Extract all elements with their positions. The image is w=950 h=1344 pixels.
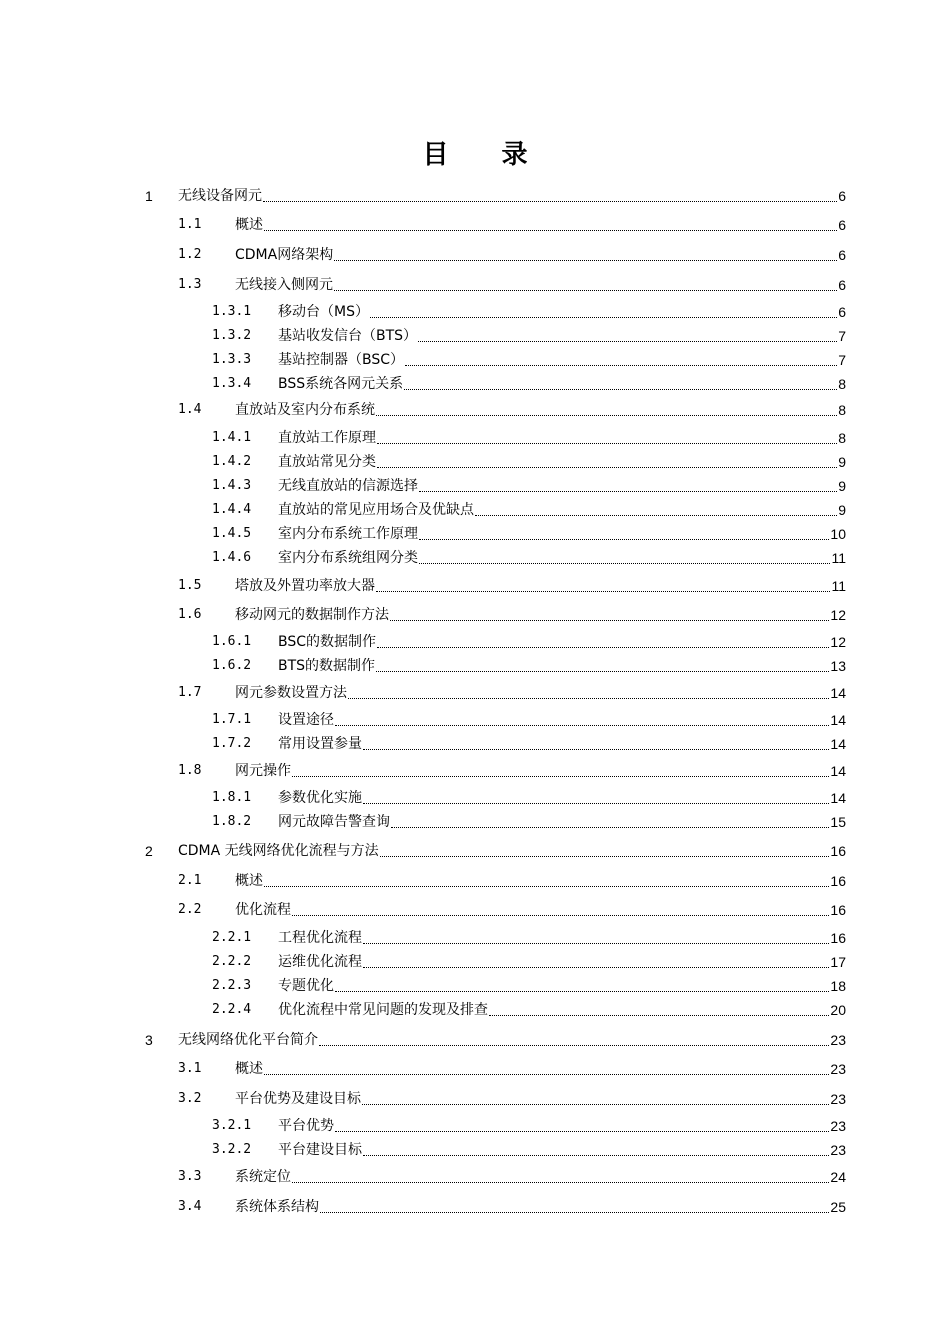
dot-leader: [419, 477, 837, 492]
dot-leader: [370, 303, 837, 318]
toc-entry-number: 1.8.1: [212, 790, 252, 805]
toc-entry-page: 14: [830, 685, 846, 701]
dot-leader: [419, 525, 829, 540]
dot-leader: [377, 633, 829, 648]
toc-entry[interactable]: [0, 976, 950, 996]
dot-leader: [376, 657, 829, 672]
dot-leader: [418, 327, 837, 342]
toc-entry[interactable]: [0, 500, 950, 520]
toc-entry-number: 2.2.2: [212, 954, 252, 969]
toc-entry-page: 23: [830, 1032, 846, 1048]
toc-entry[interactable]: [0, 632, 950, 652]
toc-entry-page: 16: [830, 902, 846, 918]
toc-entry[interactable]: [0, 952, 950, 972]
toc-entry-label: 基站控制器（BSC）: [278, 352, 405, 368]
toc-entry-page: 14: [830, 712, 846, 728]
toc-entry-label: 概述: [235, 1061, 263, 1077]
toc-entry-label: 优化流程中常见问题的发现及排查: [278, 1002, 488, 1018]
toc-entry-page: 24: [830, 1169, 846, 1185]
toc-entry-page: 25: [830, 1199, 846, 1215]
toc-entry-page: 8: [838, 402, 846, 418]
toc-entry[interactable]: [0, 928, 950, 948]
toc-entry-number: 1.6: [178, 607, 202, 622]
toc-entry-page: 20: [830, 1002, 846, 1018]
toc-entry-label: 无线网络优化平台简介: [178, 1032, 318, 1048]
toc-entry-page: 10: [830, 526, 846, 542]
toc-entry-number: 1.4.6: [212, 550, 252, 565]
toc-entry[interactable]: [0, 900, 950, 920]
toc-entry-label: 运维优化流程: [278, 954, 362, 970]
toc-entry[interactable]: [0, 1000, 950, 1020]
toc-entry-page: 13: [830, 658, 846, 674]
toc-entry-number: 1.8: [178, 763, 202, 778]
toc-entry-label: CDMA 无线网络优化流程与方法: [178, 843, 379, 859]
toc-entry-number: 1.1: [178, 217, 202, 232]
toc-entry-page: 14: [830, 763, 846, 779]
toc-entry-number: 1.4.1: [212, 430, 252, 445]
dot-leader: [334, 276, 837, 291]
toc-entry-page: 14: [830, 736, 846, 752]
toc-entry-page: 15: [830, 814, 846, 830]
dot-leader: [404, 375, 837, 390]
toc-entry-label: 直放站工作原理: [278, 430, 376, 446]
dot-leader: [363, 953, 829, 968]
toc-entry-page: 7: [838, 328, 846, 344]
toc-entry-number: 3.2.1: [212, 1118, 252, 1133]
dot-leader: [376, 401, 837, 416]
dot-leader: [362, 1090, 829, 1105]
toc-entry-page: 16: [830, 873, 846, 889]
toc-entry[interactable]: [0, 656, 950, 676]
toc-entry[interactable]: [0, 476, 950, 496]
toc-title: 目 录: [422, 140, 550, 170]
toc-entry-page: 12: [830, 634, 846, 650]
toc-entry-number: 1.3.4: [212, 376, 252, 391]
toc-entry-number: 2.1: [178, 873, 202, 888]
toc-entry-label: 参数优化实施: [278, 790, 362, 806]
toc-entry-number: 1.6.1: [212, 634, 252, 649]
dot-leader: [377, 453, 837, 468]
dot-leader: [363, 929, 829, 944]
toc-entry-number: 3.2.2: [212, 1142, 252, 1157]
dot-leader: [335, 977, 829, 992]
toc-entry-number: 1.4.5: [212, 526, 252, 541]
toc-entry-page: 6: [838, 277, 846, 293]
toc-entry-number: 1: [145, 188, 153, 204]
toc-entry-label: 概述: [235, 873, 263, 889]
toc-entry-label: 无线设备网元: [178, 188, 262, 204]
toc-entry-page: 8: [838, 430, 846, 446]
toc-entry-page: 6: [838, 217, 846, 233]
toc-entry[interactable]: [0, 326, 950, 346]
toc-entry-number: 1.4.3: [212, 478, 252, 493]
toc-entry-number: 1.8.2: [212, 814, 252, 829]
toc-entry-number: 1.3.3: [212, 352, 252, 367]
toc-entry[interactable]: [0, 1089, 950, 1109]
dot-leader: [391, 813, 829, 828]
toc-entry-label: BSC的数据制作: [278, 634, 377, 650]
toc-entry-label: 平台建设目标: [278, 1142, 362, 1158]
toc-entry-page: 9: [838, 502, 846, 518]
dot-leader: [292, 1168, 829, 1183]
dot-leader: [334, 246, 837, 261]
toc-entry-label: 网元操作: [235, 763, 291, 779]
toc-entry[interactable]: [0, 605, 950, 625]
dot-leader: [263, 187, 837, 202]
toc-entry-label: 无线直放站的信源选择: [278, 478, 418, 494]
toc-entry-label: 直放站的常见应用场合及优缺点: [278, 502, 474, 518]
dot-leader: [335, 1117, 829, 1132]
dot-leader: [363, 789, 829, 804]
toc-entry-label: 网元故障告警查询: [278, 814, 390, 830]
toc-entry-number: 1.3: [178, 277, 202, 292]
dot-leader: [363, 1141, 829, 1156]
dot-leader: [380, 842, 830, 857]
toc-entry[interactable]: [0, 761, 950, 781]
toc-entry-label: 设置途径: [278, 712, 334, 728]
toc-entry-label: 移动台（MS）: [278, 304, 369, 320]
toc-entry-page: 18: [830, 978, 846, 994]
toc-entry-number: 2.2.3: [212, 978, 252, 993]
toc-entry-label: 室内分布系统工作原理: [278, 526, 418, 542]
toc-entry-label: 直放站常见分类: [278, 454, 376, 470]
toc-entry[interactable]: [0, 683, 950, 703]
toc-entry-label: 室内分布系统组网分类: [278, 550, 418, 566]
toc-entry-label: BTS的数据制作: [278, 658, 376, 674]
toc-entry-label: 工程优化流程: [278, 930, 362, 946]
dot-leader: [419, 549, 830, 564]
toc-entry[interactable]: [0, 374, 950, 394]
toc-entry-page: 9: [838, 478, 846, 494]
toc-entry-label: 无线接入侧网元: [235, 277, 333, 293]
toc-entry-number: 3.4: [178, 1199, 202, 1214]
toc-entry[interactable]: [0, 1197, 950, 1217]
toc-entry-page: 6: [838, 247, 846, 263]
toc-entry-label: 塔放及外置功率放大器: [235, 578, 375, 594]
toc-entry-page: 7: [838, 352, 846, 368]
toc-entry-number: 1.5: [178, 578, 202, 593]
toc-entry-number: 1.7: [178, 685, 202, 700]
toc-entry[interactable]: [0, 1140, 950, 1160]
dot-leader: [264, 872, 829, 887]
toc-entry-label: BSS系统各网元关系: [278, 376, 404, 392]
toc-entry[interactable]: [0, 350, 950, 370]
toc-entry-number: 1.6.2: [212, 658, 252, 673]
dot-leader: [363, 735, 829, 750]
toc-entry-number: 1.3.2: [212, 328, 252, 343]
toc-entry[interactable]: [0, 452, 950, 472]
toc-entry[interactable]: [0, 1167, 950, 1187]
toc-entry-page: 9: [838, 454, 846, 470]
toc-entry-number: 1.4: [178, 402, 202, 417]
toc-entry-number: 3: [145, 1032, 153, 1048]
dot-leader: [292, 762, 829, 777]
toc-entry[interactable]: [0, 400, 950, 420]
toc-entry-page: 23: [830, 1118, 846, 1134]
toc-entry-page: 16: [830, 930, 846, 946]
toc-entry-number: 2.2.1: [212, 930, 252, 945]
toc-entry-page: 23: [830, 1142, 846, 1158]
toc-entry[interactable]: [0, 734, 950, 754]
toc-entry-page: 16: [830, 843, 846, 859]
dot-leader: [376, 577, 830, 592]
toc-entry[interactable]: [0, 1059, 950, 1079]
toc-entry-label: 平台优势: [278, 1118, 334, 1134]
toc-entry-label: 直放站及室内分布系统: [235, 402, 375, 418]
toc-entry-page: 23: [830, 1061, 846, 1077]
toc-entry-page: 11: [831, 578, 846, 594]
toc-entry-page: 12: [830, 607, 846, 623]
toc-entry[interactable]: [0, 186, 950, 206]
toc-entry[interactable]: [0, 215, 950, 235]
toc-entry-page: 11: [831, 550, 846, 566]
toc-entry[interactable]: [0, 812, 950, 832]
toc-entry-label: 常用设置参量: [278, 736, 362, 752]
toc-entry-number: 1.7.1: [212, 712, 252, 727]
toc-entry-page: 6: [838, 188, 846, 204]
toc-entry-number: 3.3: [178, 1169, 202, 1184]
toc-entry-page: 14: [830, 790, 846, 806]
toc-entry-page: 8: [838, 376, 846, 392]
dot-leader: [475, 501, 837, 516]
toc-entry[interactable]: [0, 524, 950, 544]
toc-entry-number: 1.7.2: [212, 736, 252, 751]
toc-entry-page: 23: [830, 1091, 846, 1107]
dot-leader: [320, 1198, 829, 1213]
toc-entry[interactable]: [0, 548, 950, 568]
toc-entry[interactable]: [0, 788, 950, 808]
toc-entry[interactable]: [0, 275, 950, 295]
toc-entry-number: 1.2: [178, 247, 202, 262]
dot-leader: [264, 216, 837, 231]
toc-entry-number: 2: [145, 843, 153, 859]
toc-entry-label: 平台优势及建设目标: [235, 1091, 361, 1107]
toc-entry-number: 3.2: [178, 1091, 202, 1106]
toc-entry-label: 系统定位: [235, 1169, 291, 1185]
toc-entry-label: 移动网元的数据制作方法: [235, 607, 389, 623]
toc-entry-label: 系统体系结构: [235, 1199, 319, 1215]
toc-entry-number: 2.2.4: [212, 1002, 252, 1017]
dot-leader: [405, 351, 837, 366]
toc-entry[interactable]: [0, 576, 950, 596]
dot-leader: [292, 901, 829, 916]
toc-entry[interactable]: [0, 841, 950, 861]
toc-entry-label: 优化流程: [235, 902, 291, 918]
toc-entry-number: 1.3.1: [212, 304, 252, 319]
toc-entry[interactable]: [0, 245, 950, 265]
toc-entry-label: CDMA网络架构: [235, 247, 334, 263]
toc-entry[interactable]: [0, 1116, 950, 1136]
toc-entry-number: 2.2: [178, 902, 202, 917]
toc-entry[interactable]: [0, 428, 950, 448]
dot-leader: [377, 429, 837, 444]
toc-entry-number: 1.4.2: [212, 454, 252, 469]
toc-entry-label: 基站收发信台（BTS）: [278, 328, 418, 344]
toc-entry-label: 概述: [235, 217, 263, 233]
toc-entry-label: 网元参数设置方法: [235, 685, 347, 701]
toc-entry-number: 3.1: [178, 1061, 202, 1076]
toc-entry[interactable]: [0, 1030, 950, 1050]
dot-leader: [348, 684, 829, 699]
toc-entry[interactable]: [0, 302, 950, 322]
dot-leader: [335, 711, 829, 726]
dot-leader: [319, 1031, 829, 1046]
toc-entry[interactable]: [0, 871, 950, 891]
toc-entry-label: 专题优化: [278, 978, 334, 994]
toc-entry[interactable]: [0, 710, 950, 730]
toc-entry-page: 17: [830, 954, 846, 970]
dot-leader: [390, 606, 829, 621]
toc-entry-number: 1.4.4: [212, 502, 252, 517]
dot-leader: [489, 1001, 829, 1016]
toc-entry-page: 6: [838, 304, 846, 320]
dot-leader: [264, 1060, 829, 1075]
